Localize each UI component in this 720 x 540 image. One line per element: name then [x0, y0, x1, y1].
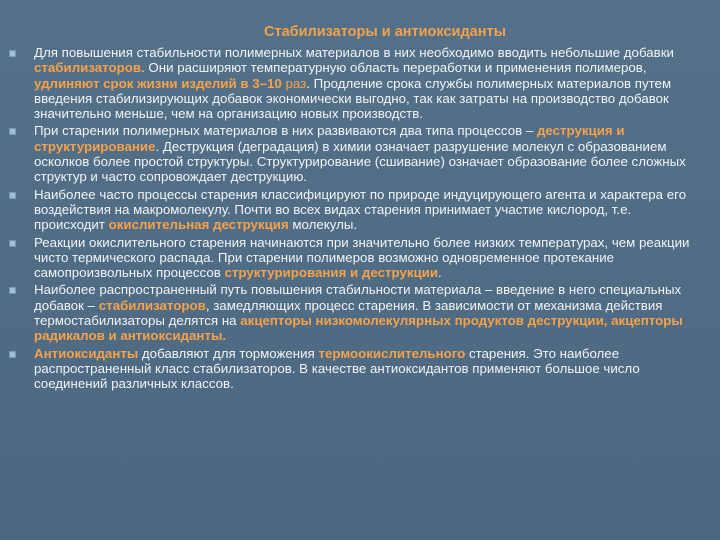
text-run: Наиболее распространенный путь повышения стабильности материала – введение в него специальных добавок –: [34, 282, 682, 313]
text-run: молекулы.: [288, 217, 358, 233]
square-bullet-icon: [10, 288, 15, 293]
text-run: Наиболее часто процессы старения классифицируют по природе индуцирующего агента и характера его воздействия на макромолекулу. Почти во всех видах старения принимает участие кислород, т.е. происходит: [34, 186, 687, 233]
text-run: При старении полимерных материалов в них развиваются два типа процессов –: [34, 123, 537, 139]
text-run: . Они расширяют температурную область переработки и применения полимеров,: [141, 60, 647, 76]
bullet-item-6: [0, 346, 720, 392]
square-bullet-icon: [10, 241, 15, 246]
text-run: , замедляющих процесс старения. В зависимости от механизма действия термостабилизаторы делятся на: [34, 297, 663, 329]
square-bullet-icon: [10, 129, 15, 134]
slide-title: Стабилизаторы и антиоксиданты: [264, 24, 506, 40]
text-run: добавляют для торможения: [138, 345, 319, 361]
text-run: Реакции окислительного старения начинаются при значительно более низких температурах, чем реакции чисто термического распада. При старении полимеров возможно одновременное протекание самопроизвольных процессов: [34, 234, 690, 281]
highlight-term: Антиоксиданты: [34, 345, 139, 361]
highlight-term: акцепторы низкомолекулярных продуктов деструкции, акцепторы радикалов и антиоксиданты.: [34, 313, 683, 344]
highlight-term: удлиняют срок жизни изделий в 3–10: [34, 75, 282, 91]
highlight-term: стабилизаторов: [98, 297, 206, 313]
text-run: Для повышения стабильности полимерных материалов в них необходимо вводить небольшие добавки: [34, 45, 674, 60]
highlight-term: термоокислительного: [318, 345, 466, 361]
bullet-list: [0, 45, 720, 392]
square-bullet-icon: [10, 352, 15, 357]
highlight-term: деструкция и структурирование: [34, 123, 625, 154]
text-run: старения. Это наиболее распространенный класс стабилизаторов. В качестве антиоксидантов применяют большое число соединений различных классов.: [34, 345, 640, 392]
highlight-term: раз: [285, 75, 307, 91]
square-bullet-icon: [10, 51, 15, 56]
highlight-term: структурирования и деструкции: [224, 265, 439, 281]
bullet-item-4: [0, 235, 720, 281]
text-run: . Продление срока службы полимерных материалов путем введения стабилизирующих добавок экономически выгодно, так как затраты на производство добавок значительно меньше, чем на организацию новых производств.: [34, 75, 672, 122]
highlight-term: стабилизаторов: [34, 60, 142, 76]
text-run: . Деструкция (деградация) в химии означает разрушение молекул с образованием осколков более простой структуры. Структурирование (сшивание) означает образование более сложных структур и часто сопровождает деструкцию.: [34, 138, 686, 185]
bullet-item-2: [0, 123, 720, 184]
bullet-item-5: [0, 282, 720, 343]
text-run: .: [438, 265, 442, 281]
highlight-term: окислительная деструкция: [108, 217, 289, 233]
bullet-item-3: [0, 187, 720, 233]
square-bullet-icon: [10, 193, 15, 198]
bullet-item-1: [0, 45, 720, 121]
